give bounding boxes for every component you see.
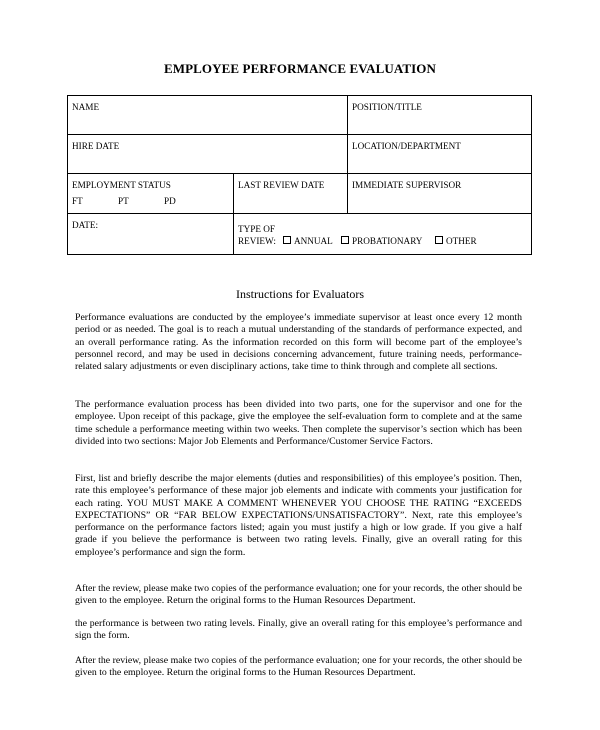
probationary-label: PROBATIONARY [352,236,423,246]
date-field[interactable] [68,214,233,255]
instructions-paragraph: First, list and briefly describe the major elements (duties and responsibilities) of this employee’s position. Then, rate this employee’s performance of these major job elements and indicate with comments your justification for each rating. YOU MUST MAKE A COMMENT WHENEVER YOU CHOOSE THE RATING “EXCEEDS EXPECTATIONS” OR “FAR BELOW EXPECTATIONS/UNSATISFACTORY”. Next, rate this employee’s performance on the performance factors listed; again you must justify a high or low grade. If you give a half grade if you believe the performance is between two rating levels. Finally, give an overall rating for this employee’s performance and sign the form. [75,473,522,558]
employee-info-form [67,95,532,255]
instructions-paragraph: the performance is between two rating levels. Finally, give an overall rating for this employee’s performance and sign the form. [75,618,522,642]
location-label: LOCATION/DEPARTMENT [352,141,461,151]
review-option-other[interactable] [434,236,477,247]
instructions-paragraph: After the review, please make two copies of the performance evaluation; one for your records, the other should be given to the employee. Return the original forms to the Human Resources Department. [75,583,522,607]
instructions-paragraph: Performance evaluations are conducted by the employee’s immediate supervisor at least once every 12 month period or as needed. The goal is to reach a mutual understanding of the standards of performance expected, and an overall performance rating. As the information recorded on this form will become part of the employee’s personnel record, and may be used in decisions concerning advancement, future training needs, performance-related salary adjustments or even disciplinary actions, take time to think through and complete all sections. [75,312,522,373]
review-label: REVIEW: [238,236,276,246]
instructions-heading: Instructions for Evaluators [236,287,364,301]
last-review-date-field[interactable] [234,174,347,213]
type-of-label: TYPE OF [238,224,276,234]
date-label: DATE: [72,220,99,230]
position-field[interactable] [348,96,532,134]
status-option-pd[interactable]: PD [164,196,176,206]
hire-date-field[interactable] [68,135,347,173]
annual-checkbox[interactable] [283,236,291,244]
name-field[interactable] [68,96,347,134]
review-option-annual[interactable] [282,236,333,247]
employment-status-label: EMPLOYMENT STATUS [72,180,171,190]
name-label: NAME [72,102,100,112]
instructions-paragraph: The performance evaluation process has been divided into two parts, one for the supervisor and one for the employee. Upon receipt of this package, give the employee the self-evaluation form to complete and at the same time schedule a performance meeting within two weeks. Then complete the supervisor’s section which has been divided into two sections: Major Job Elements and Performance/Customer Service Factors. [75,399,522,447]
supervisor-label: IMMEDIATE SUPERVISOR [352,180,462,190]
status-option-ft[interactable]: FT [72,196,83,206]
other-label: OTHER [446,236,477,246]
supervisor-field[interactable] [348,174,532,213]
instructions-paragraph: After the review, please make two copies of the performance evaluation; one for your records, the other should be given to the employee. Return the original forms to the Human Resources Department. [75,655,522,679]
status-option-pt[interactable]: PT [118,196,129,206]
review-type-field [234,214,532,255]
hire-date-label: HIRE DATE [72,141,120,151]
other-checkbox[interactable] [435,236,443,244]
last-review-date-label: LAST REVIEW DATE [238,180,325,190]
page-title: EMPLOYEE PERFORMANCE EVALUATION [163,61,437,76]
location-field[interactable] [348,135,532,173]
employment-status-field [68,174,233,213]
annual-label: ANNUAL [294,236,333,246]
probationary-checkbox[interactable] [341,236,349,244]
review-option-probationary[interactable] [340,236,422,247]
position-label: POSITION/TITLE [352,102,422,112]
